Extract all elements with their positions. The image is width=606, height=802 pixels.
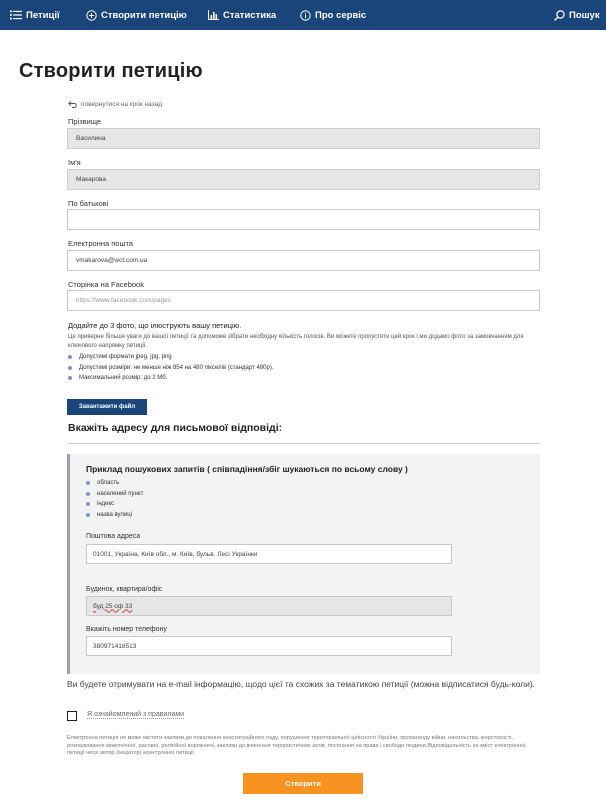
divider [67, 443, 540, 444]
patronymic-field[interactable] [67, 209, 540, 230]
facebook-placeholder: https://www.facebook.com/pages [76, 297, 172, 304]
building-label: Будинок, квартира/офіс [86, 586, 163, 593]
facebook-label: Сторінка на Facebook [68, 280, 144, 289]
surname-value: Василина [76, 135, 106, 142]
rules-link[interactable]: Я ознайомлений з правилами [87, 711, 185, 718]
list-icon [10, 10, 22, 20]
plus-circle-icon [86, 10, 97, 21]
search-icon [554, 10, 565, 21]
back-link-label: повернутися на крок назад [81, 101, 163, 108]
email-value: vmakarova@wct.com.ua [76, 257, 148, 264]
example-list [86, 478, 143, 520]
list-item: область [86, 478, 143, 489]
page-title: Створити петицію [19, 60, 203, 82]
nav-create-petition[interactable] [86, 0, 187, 30]
rules-checkbox[interactable] [67, 711, 77, 721]
email-label: Електронна пошта [68, 239, 134, 248]
upload-file-button[interactable]: Завантажити файл [67, 399, 147, 415]
photos-title: Додайте до 3 фото, що ілюструють вашу петицію. [68, 321, 242, 330]
building-value: буд 25 оф 33 [93, 602, 133, 610]
email-field[interactable] [67, 250, 540, 271]
name-field [67, 169, 540, 190]
name-label: Ім'я [68, 158, 81, 167]
nav-create-label: Створити петицію [101, 9, 187, 21]
example-title: Приклад пошукових запитів ( співпадіння/збіг шукаються по всьому слову ) [86, 464, 408, 474]
facebook-field[interactable] [67, 290, 540, 311]
patronymic-label: По батькові [68, 199, 109, 208]
nav-statistics[interactable] [208, 0, 276, 30]
bar-chart-icon [208, 10, 219, 20]
list-item: Максимальний розмір: до 2 Мб. [68, 373, 274, 384]
name-value: Макарова [76, 176, 106, 183]
back-arrow-icon [68, 101, 77, 108]
nav-petitions[interactable] [10, 0, 60, 30]
postal-address-label: Поштова адреса [86, 533, 141, 540]
surname-field [67, 128, 540, 149]
building-field[interactable] [86, 596, 452, 616]
list-item: Допустимі формати jpeg, jpg, png [68, 352, 274, 363]
nav-about-label: Про сервіс [315, 9, 367, 21]
email-notice: Ви будете отримувати на e-mail інформацію, щодо цієї та схожих за тематикою петиції (можна відписатися будь-коли). [67, 679, 536, 689]
legal-disclaimer: Електронна петиція не може містити заклики до повалення конституційного ладу, порушення територіальної цілісності України, пропаганду війни, насильства, жорстокості, розпалювання міжетнічної, расової, релігійної ворожнечі, заклики до вчинення терористичних актів, посягання на права і свободи людини.Відповідальність за зміст електронної петиції несе автор (ініціатор) електронної петиції. [67, 735, 526, 757]
list-item: населений пункт [86, 489, 143, 500]
phone-value: 380971418513 [93, 642, 137, 650]
nav-statistics-label: Статистика [223, 9, 277, 21]
address-heading: Вкажіть адресу для письмової відповіді: [68, 422, 283, 434]
photo-requirements [68, 352, 274, 384]
create-button[interactable]: Створити [243, 773, 363, 794]
info-icon [300, 10, 311, 21]
phone-field[interactable] [86, 636, 452, 656]
nav-about[interactable] [300, 0, 366, 30]
back-link[interactable] [68, 101, 162, 108]
nav-search[interactable] [554, 0, 600, 30]
list-item: назва вулиці [86, 510, 143, 521]
postal-address-value: 01001, Україна, Київ обл., м. Київ, бульв. Лесі Українки [93, 550, 258, 558]
list-item: Допустимі розміри: не менше ніж 854 на 480 пікселів (стандарт 480р). [68, 363, 274, 374]
nav-search-label: Пошук [569, 9, 600, 21]
top-nav [0, 0, 606, 30]
nav-petitions-label: Петиції [26, 9, 60, 21]
postal-address-field[interactable] [86, 544, 452, 564]
photos-description: Це приверне більше уваги до вашої петиції та допоможе зібрати необхідну кількість голосів. Ви можете пропустити цей крок і ми додамо фото за замовчанням для ключового напрямку петиції. [68, 334, 524, 349]
list-item: індекс [86, 499, 143, 510]
phone-label: Вкажіть номер телефону [86, 626, 167, 633]
surname-label: Прізвище [68, 117, 102, 126]
